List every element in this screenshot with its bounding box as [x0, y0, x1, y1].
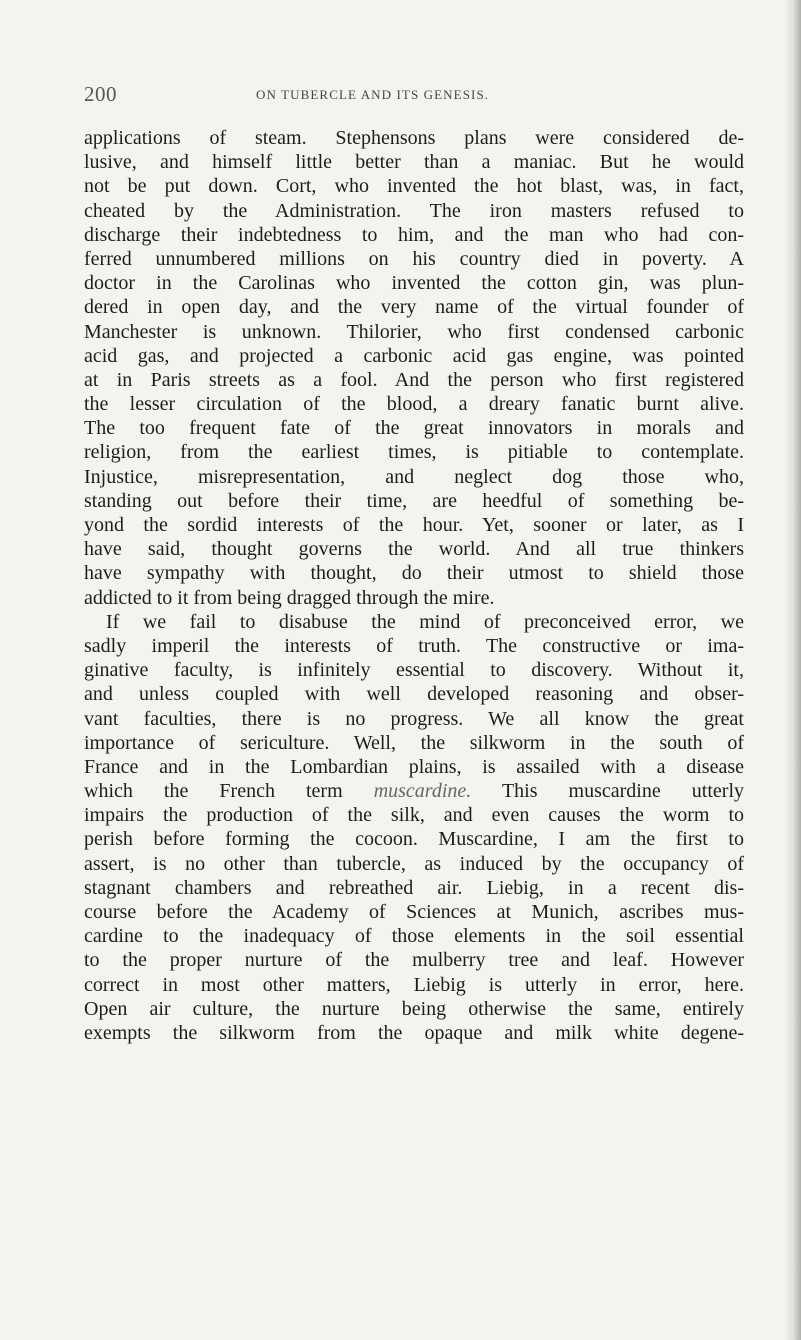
text-line: France and in the Lombardian plains, is assailed with a disease [84, 755, 744, 778]
text-line: Open air culture, the nurture being otherwise the same, entirely [84, 997, 744, 1020]
page-edge-shadow [793, 0, 801, 1340]
text-fragment: which the French term [84, 780, 374, 803]
text-line: ferred unnumbered millions on his country died in poverty. A [84, 247, 744, 270]
page-header [84, 82, 744, 106]
text-line: exempts the silkworm from the opaque and milk white degene- [84, 1021, 744, 1044]
text-line: religion, from the earliest times, is pitiable to contemplate. [84, 441, 744, 464]
text-line: ginative faculty, is infinitely essential to discovery. Without it, [84, 659, 744, 682]
running-head: ON TUBERCLE AND ITS GENESIS. [256, 87, 490, 102]
text-line: discharge their indebtedness to him, and the man who had con- [84, 223, 744, 246]
text-line: importance of sericulture. Well, the silkworm in the south of [84, 731, 744, 754]
text-line: to the proper nurture of the mulberry tree and leaf. However [84, 949, 744, 972]
text-line: addicted to it from being dragged through the mire. [84, 586, 495, 609]
text-line: acid gas, and projected a carbonic acid gas engine, was pointed [84, 344, 744, 367]
text-line: dered in open day, and the very name of the virtual founder of [84, 296, 744, 319]
text-line: If we fail to disabuse the mind of preconceived error, we [106, 610, 744, 633]
text-line: not be put down. Cort, who invented the hot blast, was, in fact, [84, 175, 744, 198]
italic-term: muscardine. [373, 780, 472, 803]
text-line: standing out before their time, are heedful of something be- [84, 489, 744, 512]
body-text [84, 126, 744, 1045]
text-line: applications of steam. Stephensons plans were considered de- [84, 127, 744, 149]
text-line: perish before forming the cocoon. Muscardine, I am the first to [84, 828, 744, 851]
text-line: yond the sordid interests of the hour. Yet, sooner or later, as I [84, 514, 744, 536]
text-line: have said, thought governs the world. And all true thinkers [84, 538, 744, 561]
text-line: Injustice, misrepresentation, and neglect dog those who, [84, 465, 744, 488]
text-line: at in Paris streets as a fool. And the person who first registered [84, 368, 744, 391]
text-line: correct in most other matters, Liebig is utterly in error, here. [84, 973, 744, 996]
text-line: have sympathy with thought, do their utmost to shield those [84, 562, 744, 585]
text-line: doctor in the Carolinas who invented the cotton gin, was plun- [84, 272, 744, 295]
text-line: vant faculties, there is no progress. We all know the great [84, 707, 744, 730]
text-line: impairs the production of the silk, and even causes the worm to [84, 804, 744, 827]
page-number: 200 [84, 82, 117, 106]
text-line: the lesser circulation of the blood, a dreary fanatic burnt alive. [84, 393, 744, 416]
text-line: assert, is no other than tubercle, as induced by the occupancy of [84, 852, 744, 875]
text-line: sadly imperil the interests of truth. The constructive or ima- [84, 634, 744, 657]
text-fragment: This muscardine utterly [471, 780, 744, 803]
text-line: cheated by the Administration. The iron masters refused to [84, 199, 744, 222]
text-line: stagnant chambers and rebreathed air. Liebig, in a recent dis- [84, 876, 744, 899]
text-line-muscardine [84, 779, 744, 803]
text-line: course before the Academy of Sciences at Munich, ascribes mus- [84, 901, 744, 923]
text-line: and unless coupled with well developed reasoning and obser- [84, 683, 744, 706]
text-line: Manchester is unknown. Thilorier, who first condensed carbonic [84, 320, 744, 343]
text-line: The too frequent fate of the great innovators in morals and [84, 417, 744, 440]
text-line: cardine to the inadequacy of those elements in the soil essential [84, 925, 744, 948]
text-line: lusive, and himself little better than a maniac. But he would [84, 151, 744, 174]
